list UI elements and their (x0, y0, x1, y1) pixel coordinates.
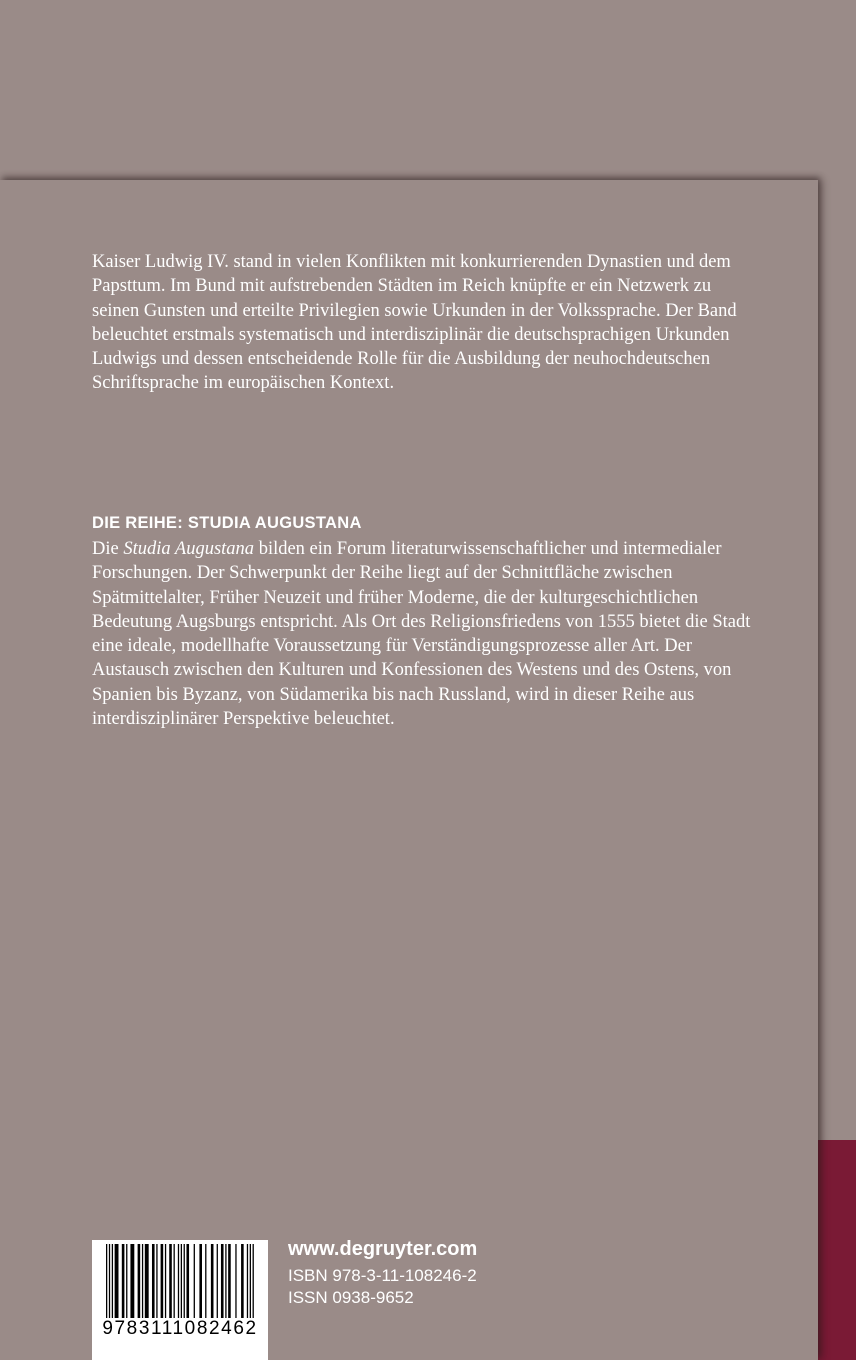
barcode-bar (142, 1244, 143, 1318)
barcode-bar (221, 1244, 224, 1318)
barcode-bar (247, 1244, 248, 1318)
isbn-number: ISBN 978-3-11-108246-2 (288, 1266, 477, 1285)
barcode-bar (169, 1244, 172, 1318)
barcode-bar (115, 1244, 119, 1318)
barcode-bar (211, 1244, 214, 1318)
barcode-bar (174, 1244, 175, 1318)
barcode-bar (217, 1244, 218, 1318)
accent-strip (818, 1140, 856, 1360)
barcode-bar (205, 1244, 206, 1318)
barcode-bar (241, 1244, 244, 1318)
barcode-bar (126, 1244, 127, 1318)
publisher-url[interactable]: www.degruyter.com (288, 1238, 478, 1260)
barcode-bar (253, 1244, 254, 1318)
barcode-bar (130, 1244, 134, 1318)
barcode-bar (178, 1244, 179, 1318)
barcode-digits: 9783111082462 (102, 1318, 258, 1339)
isbn-barcode (92, 1240, 268, 1360)
barcode-bar (145, 1244, 149, 1318)
barcode-bar (235, 1244, 236, 1318)
barcode-bar (194, 1244, 195, 1318)
series-intro: Die (92, 539, 124, 559)
barcode-bar (181, 1244, 182, 1318)
barcode-bar (225, 1244, 226, 1318)
barcode-bar (165, 1244, 166, 1318)
series-description (92, 537, 752, 731)
book-description: Kaiser Ludwig IV. stand in vielen Konflikten mit konkurrierenden Dynastien und dem Papsttum. Im Bund mit aufstrebenden Städten im Reich knüpfte er ein Netzwerk zu seinen Gunsten und erteilte Privilegien sowie Urkunden in der Volkssprache. Der Band beleuchtet erstmals systematisch und interdisziplinär die deutschsprachigen Urkunden Ludwigs und dessen entscheidende Rolle für die Ausbildung der neuhochdeutschen Schriftsprache im europäischen Kontext. (92, 252, 737, 394)
barcode-bar (184, 1244, 185, 1318)
barcode-bars (106, 1244, 254, 1318)
barcode-bar (112, 1244, 113, 1318)
barcode-bar (109, 1244, 110, 1318)
barcode-bar (161, 1244, 164, 1318)
issn-number: ISSN 0938-9652 (288, 1288, 414, 1307)
barcode-bar (186, 1244, 189, 1318)
barcode-bar (138, 1244, 141, 1318)
barcode-bar (156, 1244, 157, 1318)
barcode-bar (122, 1244, 125, 1318)
series-heading: DIE REIHE: STUDIA AUGUSTANA (92, 514, 362, 532)
series-title: Studia Augustana (123, 539, 255, 559)
barcode-bar (106, 1244, 107, 1318)
barcode-bar (152, 1244, 155, 1318)
series-body: bilden ein Forum literaturwissenschaftlicher und intermedialer Forschungen. Der Schwerpunkt der Reihe liegt auf der Schnittfläche zwischen Spätmittelalter, Früher Neuzeit und früher Moderne, die der kulturgeschichtlichen Bedeutung Augsburgs entspricht. Als Ort des Religionsfriedens von 1555 bietet die Stadt eine ideale, modellhafte Voraussetzung für Verständigungsprozesse aller Art. Der Austausch zwischen den Kulturen und Konfessionen des Westens und des Ostens, von Spanien bis Byzanz, von Südamerika bis nach Russland, wird in dieser Reihe aus interdisziplinärer Perspektive beleuchtet. (92, 539, 751, 730)
barcode-bar (199, 1244, 202, 1318)
barcode-bar (250, 1244, 251, 1318)
barcode-bar (228, 1244, 231, 1318)
